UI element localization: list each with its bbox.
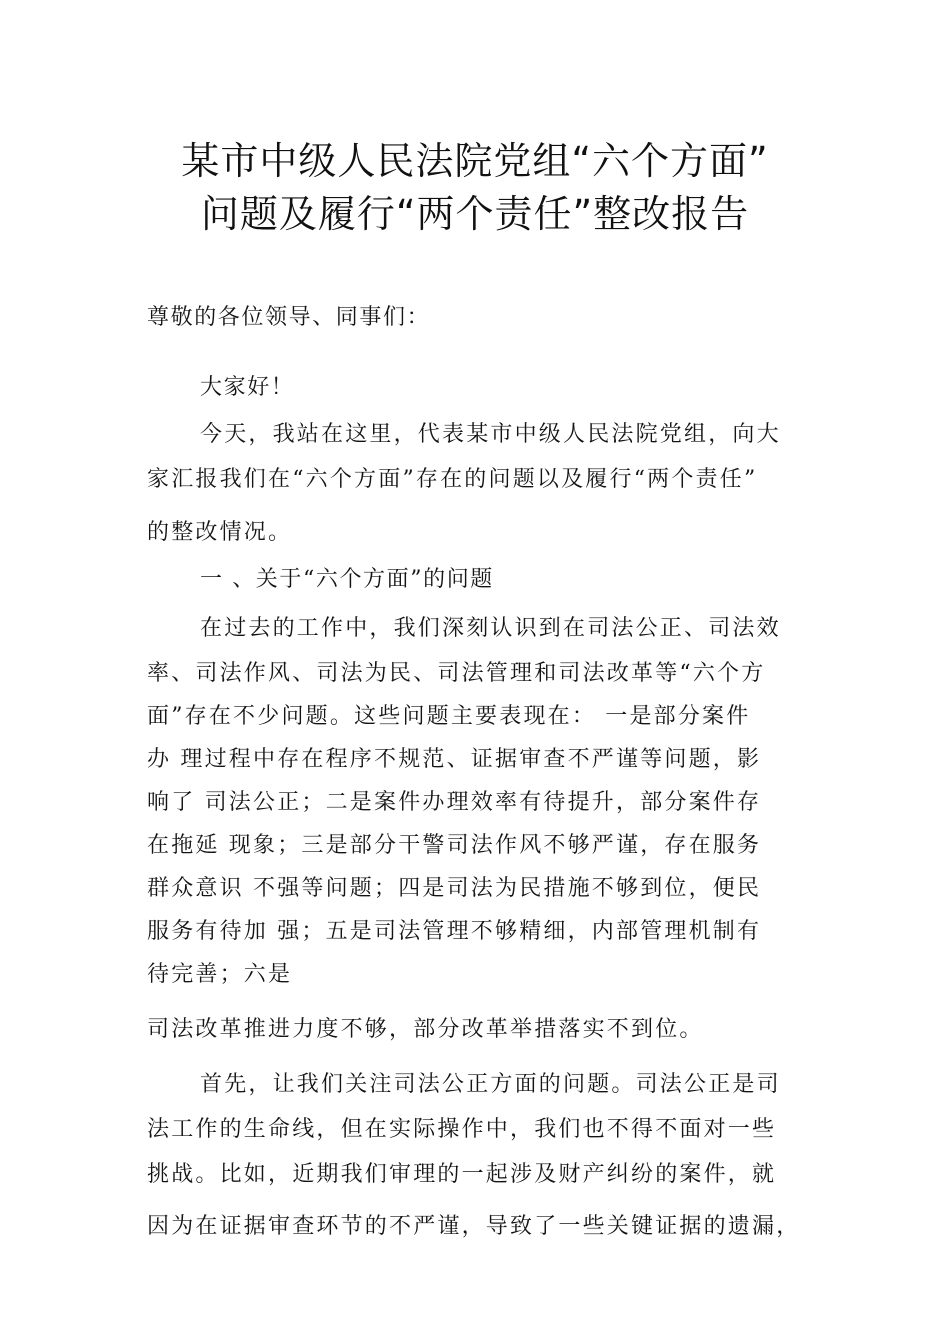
justice-line: 首先，让我们关注司法公正方面的问题。司法公正是司 [200, 1072, 781, 1097]
salutation: 尊敬的各位领导、同事们： [147, 305, 431, 330]
section-line: 待完善；六是 [147, 962, 293, 987]
greeting: 大家好！ [200, 375, 295, 400]
section-line: 率、司法作风、司法为民、司法管理和司法改革等“六个方 [147, 661, 766, 686]
justice-line: 法工作的生命线，但在实际操作中，我们也不得不面对一些 [147, 1117, 777, 1142]
section-line: 办 理过程中存在程序不规范、证据审查不严谨等问题，影 [147, 747, 762, 772]
section-line: 在拖延 现象；三是部分干警司法作风不够严谨，存在服务 [147, 833, 762, 858]
section-line: 服务有待加 强；五是司法管理不够精细，内部管理机制有 [147, 919, 762, 944]
intro-line: 今天，我站在这里，代表某市中级人民法院党组，向大 [200, 422, 781, 447]
document-title-line-1: 某市中级人民法院党组“六个方面” [181, 139, 769, 183]
section-line: 在过去的工作中，我们深刻认识到在司法公正、司法效 [200, 616, 781, 641]
section-line: 群众意识 不强等问题；四是司法为民措施不够到位，便民 [147, 876, 762, 901]
section-heading: 一 、关于“六个方面”的问题 [200, 567, 494, 592]
justice-line: 挑战。比如，近期我们审理的一起涉及财产纠纷的案件，就 [147, 1162, 777, 1187]
document-title-line-2: 问题及履行“两个责任”整改报告 [200, 192, 750, 236]
justice-line: 因为在证据审查环节的不严谨，导致了一些关键证据的遗漏， [147, 1214, 801, 1239]
intro-line: 家汇报我们在“六个方面”存在的问题以及履行“两个责任” [147, 467, 758, 492]
section-line: 面”存在不少问题。这些问题主要表现在： 一是部分案件 [147, 704, 751, 729]
intro-line: 的整改情况。 [147, 520, 293, 545]
section-line: 司法改革推进力度不够，部分改革举措落实不到位。 [147, 1017, 704, 1042]
section-line: 响了 司法公正；二是案件办理效率有待提升，部分案件存 [147, 790, 762, 815]
